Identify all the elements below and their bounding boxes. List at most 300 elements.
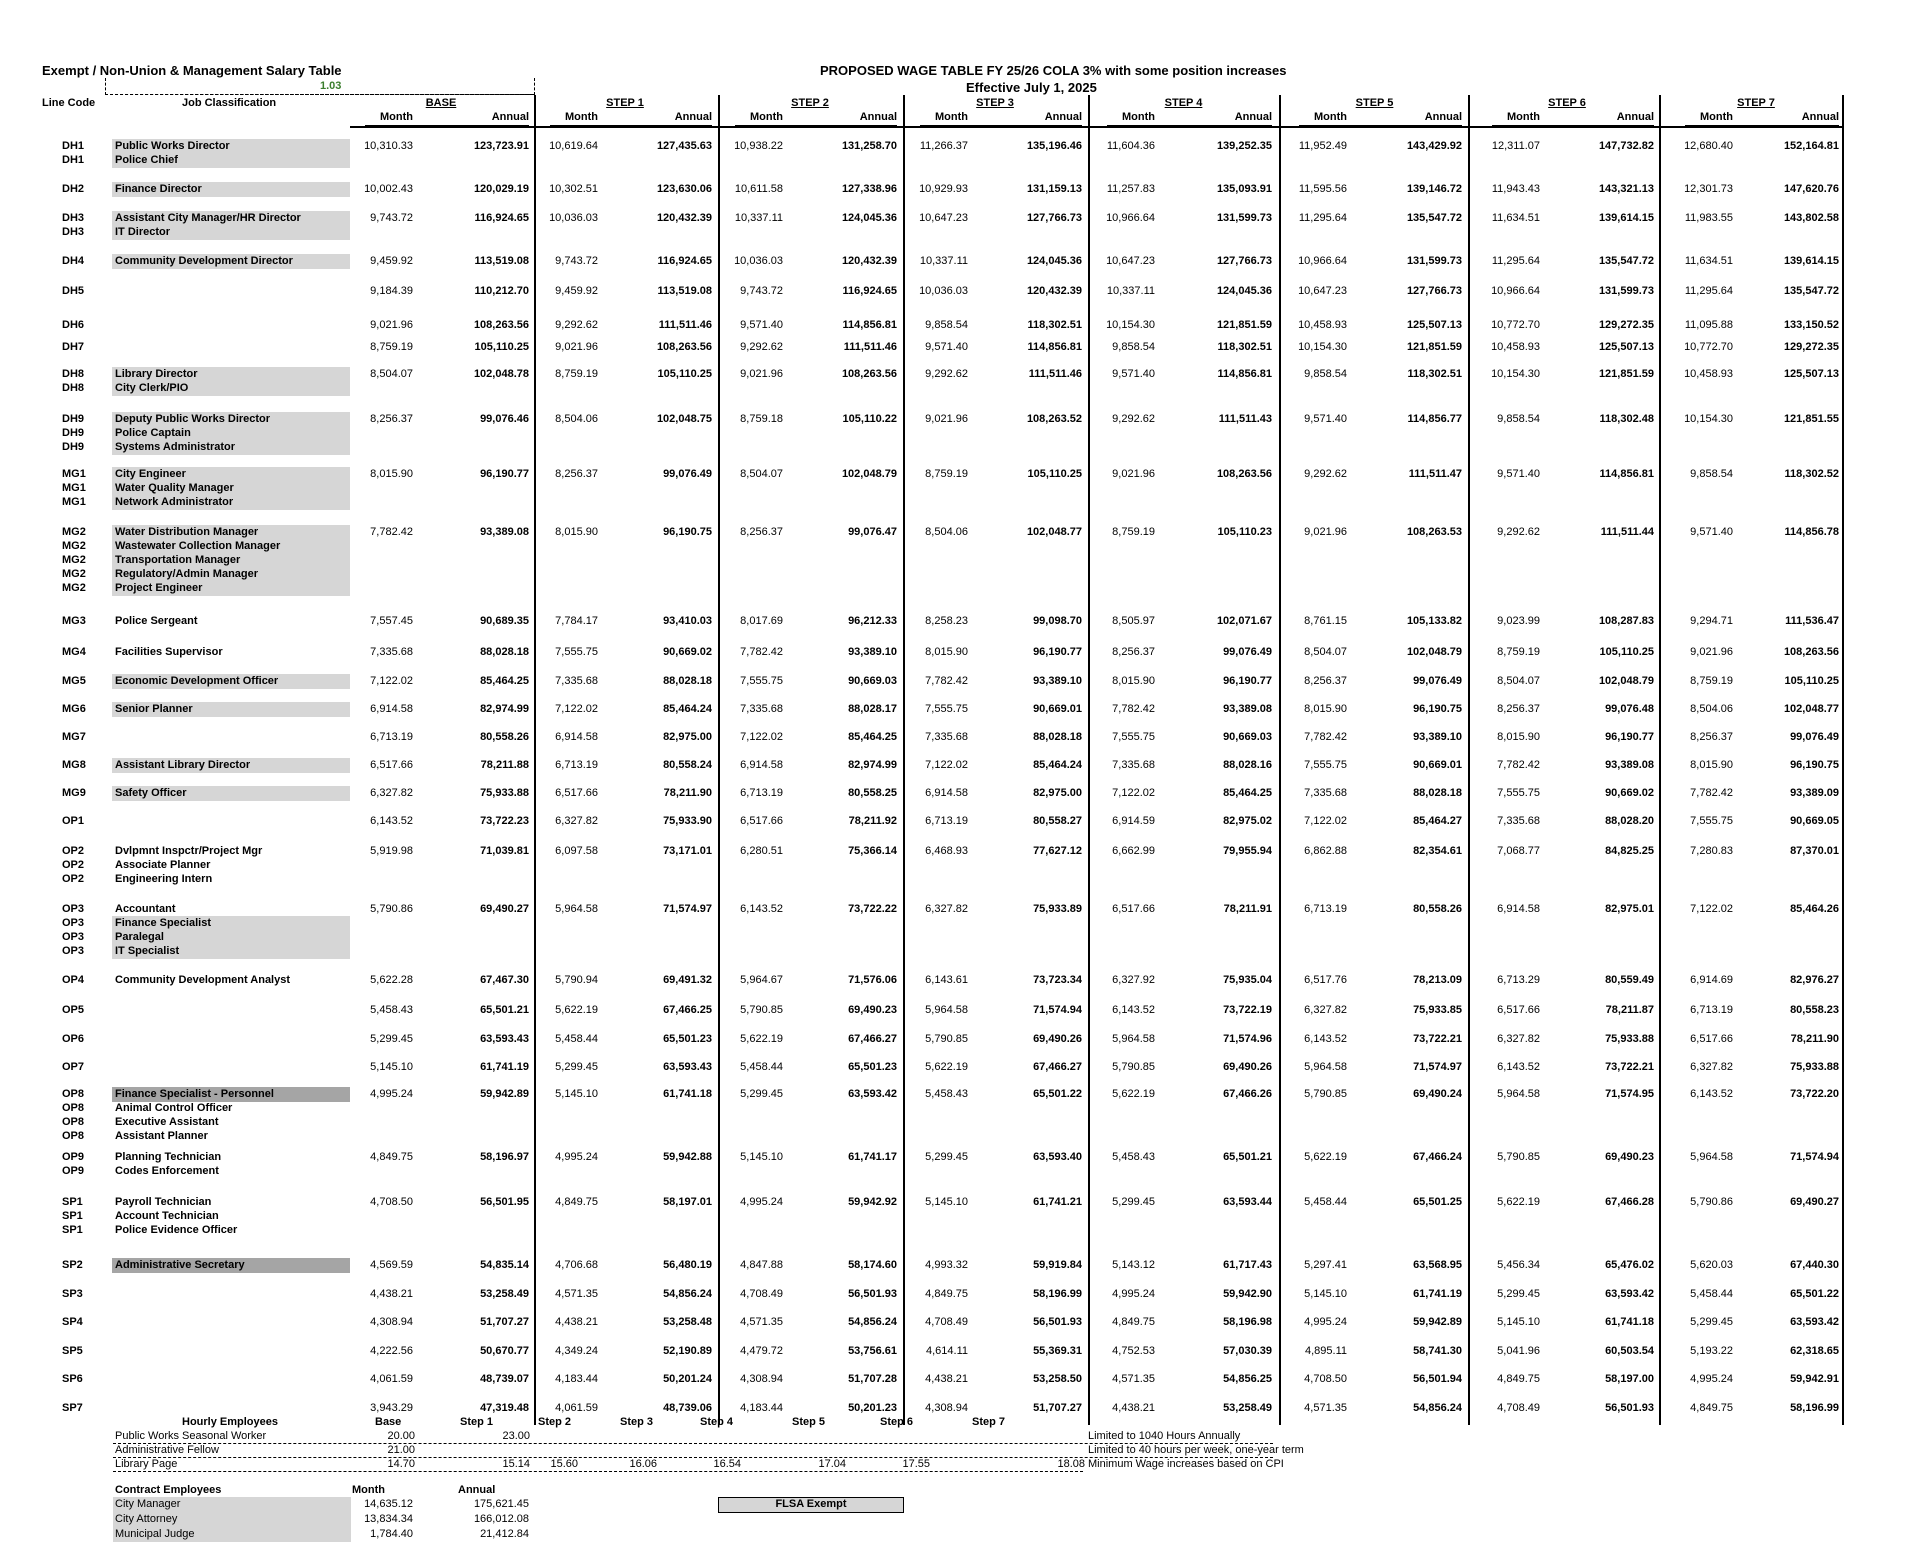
monthly-salary: 6,914.58 [740,759,783,771]
annual-salary: 129,272.35 [1598,319,1654,331]
annual-salary: 90,669.01 [1413,759,1462,771]
annual-salary: 51,707.27 [1033,1402,1082,1414]
job-title: Library Director [115,368,198,380]
flsa-exempt-label: FLSA Exempt [718,1497,904,1513]
annual-salary: 65,501.23 [848,1061,897,1073]
job-title: Assistant Planner [115,1130,208,1142]
monthly-salary: 5,964.58 [1304,1061,1347,1073]
annual-salary: 125,507.13 [1783,368,1839,380]
monthly-salary: 7,335.68 [1304,787,1347,799]
monthly-salary: 6,280.51 [740,845,783,857]
monthly-salary: 9,571.40 [1690,526,1733,538]
monthly-salary: 4,708.50 [1304,1373,1347,1385]
annual-salary: 102,048.78 [473,368,529,380]
annual-salary: 118,302.51 [1407,368,1462,380]
monthly-salary: 6,713.19 [1690,1004,1733,1016]
annual-salary: 75,933.88 [1790,1061,1839,1073]
annual-salary: 73,722.21 [1605,1061,1654,1073]
hourly-job: Public Works Seasonal Worker [115,1430,267,1442]
annual-salary: 69,490.26 [1223,1061,1272,1073]
annual-salary: 71,576.06 [848,974,897,986]
monthly-salary: 4,849.75 [1690,1402,1733,1414]
monthly-salary: 10,154.30 [1298,341,1347,353]
monthly-salary: 11,943.43 [1491,183,1540,195]
annual-salary: 121,851.55 [1783,413,1839,425]
line-code: MG2 [62,582,86,594]
hourly-header: Step 2 [538,1416,572,1428]
annual-salary: 67,466.26 [1223,1088,1272,1100]
line-code: MG9 [62,787,86,799]
line-code: OP3 [62,931,85,943]
line-code: DH8 [62,368,85,380]
annual-salary: 58,197.00 [1605,1373,1654,1385]
annual-salary: 90,669.03 [848,675,897,687]
contract-annual: 175,621.45 [473,1498,529,1510]
monthly-salary: 4,895.11 [1304,1345,1347,1357]
annual-salary: 135,547.72 [1406,212,1462,224]
annual-salary: 147,620.76 [1783,183,1839,195]
annual-salary: 50,201.23 [848,1402,897,1414]
monthly-salary: 11,295.64 [1298,212,1347,224]
monthly-salary: 7,555.75 [1497,787,1540,799]
job-title: Codes Enforcement [115,1165,219,1177]
table-title-left: Exempt / Non-Union & Management Salary Table [42,63,342,78]
annual-salary: 93,389.10 [1033,675,1082,687]
annual-salary: 63,593.44 [1223,1196,1272,1208]
line-code: MG5 [62,675,86,687]
annual-salary: 75,933.89 [1033,903,1082,915]
annual-salary: 53,258.50 [1033,1373,1082,1385]
monthly-salary: 5,145.10 [1497,1316,1540,1328]
job-title: Paralegal [115,931,164,943]
annual-salary: 75,935.04 [1223,974,1272,986]
monthly-salary: 9,743.72 [740,285,783,297]
monthly-salary: 6,517.66 [1112,903,1155,915]
hourly-note: Limited to 40 hours per week, one-year term [1088,1444,1304,1456]
annual-salary: 56,501.94 [1413,1373,1462,1385]
job-title: IT Director [115,226,171,238]
monthly-salary: 8,015.90 [1112,675,1155,687]
job-title: Project Engineer [115,582,203,594]
monthly-salary: 7,784.17 [555,615,598,627]
annual-salary: 135,196.46 [1026,140,1082,152]
annual-salary: 69,490.23 [1605,1151,1654,1163]
monthly-salary: 4,849.75 [925,1288,968,1300]
hourly-rate: 15.14 [502,1458,530,1470]
annual-salary: 82,975.02 [1223,815,1272,827]
job-title: Finance Director [115,183,202,195]
annual-salary: 65,501.21 [480,1004,529,1016]
job-title: Community Development Director [115,255,293,267]
monthly-salary: 10,966.64 [1491,285,1540,297]
annual-salary: 53,258.48 [663,1316,712,1328]
monthly-salary: 6,517.76 [1304,974,1347,986]
annual-salary: 139,146.72 [1406,183,1462,195]
monthly-salary: 5,299.45 [1497,1288,1540,1300]
monthly-salary: 7,335.68 [555,675,598,687]
step-header: STEP 5 [1355,97,1394,109]
monthly-salary: 8,256.37 [555,468,598,480]
line-code: OP3 [62,945,85,957]
hourly-rate: 17.04 [818,1458,846,1470]
annual-salary: 108,263.53 [1406,526,1462,538]
annual-salary: 82,974.99 [848,759,897,771]
annual-salary: 75,933.90 [663,815,712,827]
hourly-rate: 23.00 [502,1430,530,1442]
monthly-salary: 4,849.75 [1497,1373,1540,1385]
annual-salary: 73,722.19 [1223,1004,1272,1016]
job-title: Payroll Technician [115,1196,212,1208]
monthly-salary: 7,782.42 [1112,703,1155,715]
annual-salary: 54,856.24 [663,1288,712,1300]
monthly-salary: 5,458.44 [1304,1196,1347,1208]
annual-salary: 93,389.09 [1790,787,1839,799]
annual-salary: 105,110.25 [1784,675,1839,687]
line-code: MG4 [62,646,86,658]
monthly-salary: 10,647.23 [1106,255,1155,267]
annual-salary: 118,302.51 [1027,319,1082,331]
annual-salary: 71,574.95 [1605,1088,1654,1100]
job-title: Wastewater Collection Manager [115,540,281,552]
job-title: Senior Planner [115,703,193,715]
job-title: Finance Specialist - Personnel [115,1088,274,1100]
monthly-salary: 9,743.72 [555,255,598,267]
monthly-salary: 4,708.49 [1497,1402,1540,1414]
annual-header: Annual [1616,111,1654,123]
monthly-salary: 4,995.24 [1112,1288,1155,1300]
monthly-salary: 10,647.23 [1298,285,1347,297]
monthly-salary: 10,619.64 [549,140,598,152]
monthly-salary: 5,458.43 [925,1088,968,1100]
monthly-salary: 9,858.54 [1112,341,1155,353]
monthly-salary: 9,292.62 [925,368,968,380]
annual-salary: 59,942.90 [1223,1288,1272,1300]
annual-salary: 56,501.93 [848,1288,897,1300]
annual-salary: 111,511.46 [843,341,897,353]
contract-annual: 21,412.84 [480,1528,529,1540]
monthly-salary: 6,713.19 [1304,903,1347,915]
monthly-salary: 5,622.19 [740,1033,783,1045]
annual-salary: 105,110.22 [842,413,897,425]
line-code: OP2 [62,845,85,857]
hourly-row-rule [113,1471,1083,1472]
annual-salary: 82,974.99 [480,703,529,715]
monthly-salary: 10,458.93 [1684,368,1733,380]
monthly-salary: 6,327.82 [1304,1004,1347,1016]
line-code: OP4 [62,974,85,986]
annual-salary: 58,197.01 [663,1196,712,1208]
annual-salary: 54,856.24 [848,1316,897,1328]
monthly-salary: 7,782.42 [740,646,783,658]
annual-salary: 105,110.25 [657,368,712,380]
monthly-salary: 4,752.53 [1112,1345,1155,1357]
annual-salary: 93,389.10 [1413,731,1462,743]
month-header: Month [750,111,783,123]
monthly-salary: 5,458.44 [1690,1288,1733,1300]
monthly-salary: 4,183.44 [740,1402,783,1414]
annual-salary: 59,942.89 [1413,1316,1462,1328]
monthly-salary: 8,015.90 [1690,759,1733,771]
monthly-salary: 9,858.54 [1497,413,1540,425]
monthly-salary: 10,337.11 [734,212,783,224]
monthly-salary: 9,021.96 [740,368,783,380]
annual-salary: 99,076.49 [663,468,712,480]
monthly-salary: 6,914.58 [925,787,968,799]
monthly-salary: 5,145.10 [740,1151,783,1163]
annual-salary: 61,717.43 [1223,1259,1272,1271]
monthly-salary: 4,308.94 [740,1373,783,1385]
line-code: OP3 [62,903,85,915]
annual-salary: 93,389.08 [1223,703,1272,715]
hourly-rate: 17.55 [902,1458,930,1470]
monthly-salary: 9,292.62 [740,341,783,353]
annual-salary: 93,389.10 [848,646,897,658]
contract-header-month: Month [352,1484,385,1496]
annual-salary: 77,627.12 [1033,845,1082,857]
monthly-salary: 11,634.51 [1684,255,1733,267]
monthly-salary: 7,782.42 [370,526,413,538]
monthly-salary: 6,143.61 [925,974,968,986]
annual-salary: 59,942.91 [1790,1373,1839,1385]
monthly-salary: 8,504.06 [925,526,968,538]
annual-salary: 93,410.03 [663,615,712,627]
line-code: MG8 [62,759,86,771]
monthly-salary: 5,622.19 [555,1004,598,1016]
monthly-salary: 10,036.03 [734,255,783,267]
monthly-salary: 8,015.90 [925,646,968,658]
annual-salary: 58,196.98 [1223,1316,1272,1328]
monthly-salary: 10,938.22 [734,140,783,152]
annual-salary: 59,942.92 [848,1196,897,1208]
monthly-salary: 6,517.66 [1497,1004,1540,1016]
annual-salary: 62,318.65 [1790,1345,1839,1357]
annual-salary: 125,507.13 [1598,341,1654,353]
annual-salary: 51,707.28 [848,1373,897,1385]
monthly-salary: 5,299.45 [1112,1196,1155,1208]
line-code: SP1 [62,1196,83,1208]
monthly-salary: 4,183.44 [555,1373,598,1385]
monthly-salary: 7,782.42 [1497,759,1540,771]
monthly-salary: 11,095.88 [1684,319,1733,331]
line-code: MG2 [62,554,86,566]
annual-salary: 88,028.18 [1033,731,1082,743]
line-code: DH6 [62,319,85,331]
monthly-salary: 5,790.85 [925,1033,968,1045]
job-title: Account Technician [115,1210,219,1222]
annual-salary: 127,338.96 [841,183,897,195]
monthly-salary: 4,993.32 [925,1259,968,1271]
annual-salary: 124,045.36 [1216,285,1272,297]
monthly-salary: 6,097.58 [555,845,598,857]
annual-salary: 116,924.65 [474,212,529,224]
monthly-salary: 5,790.85 [1497,1151,1540,1163]
monthly-salary: 5,145.10 [555,1088,598,1100]
step-header: STEP 3 [976,97,1014,109]
monthly-salary: 8,504.07 [370,368,413,380]
annual-salary: 102,048.79 [1598,675,1654,687]
annual-salary: 65,501.22 [1790,1288,1839,1300]
job-title: Economic Development Officer [115,675,279,687]
line-code: MG2 [62,526,86,538]
annual-salary: 99,076.49 [1413,675,1462,687]
monthly-salary: 6,914.58 [555,731,598,743]
monthly-salary: 5,458.44 [555,1033,598,1045]
annual-salary: 111,511.46 [1028,368,1082,380]
monthly-salary: 6,713.29 [1497,974,1540,986]
annual-salary: 80,558.26 [480,731,529,743]
line-code: SP2 [62,1259,83,1271]
monthly-salary: 8,017.69 [740,615,783,627]
monthly-salary: 5,790.94 [555,974,598,986]
monthly-salary: 4,847.88 [740,1259,783,1271]
annual-salary: 67,466.24 [1413,1151,1462,1163]
job-title: Community Development Analyst [115,974,291,986]
monthly-salary: 9,021.96 [1112,468,1155,480]
annual-salary: 82,975.01 [1605,903,1654,915]
line-code: OP2 [62,859,85,871]
monthly-salary: 5,458.44 [740,1061,783,1073]
annual-salary: 96,190.77 [480,468,529,480]
monthly-salary: 8,258.23 [925,615,968,627]
monthly-salary: 4,849.75 [1112,1316,1155,1328]
annual-salary: 102,048.77 [1783,703,1839,715]
annual-salary: 85,464.24 [663,703,712,715]
monthly-salary: 7,335.68 [925,731,968,743]
monthly-salary: 6,713.19 [925,815,968,827]
monthly-salary: 9,184.39 [370,285,413,297]
line-code: DH9 [62,413,85,425]
monthly-salary: 6,662.99 [1112,845,1155,857]
monthly-salary: 8,015.90 [1304,703,1347,715]
line-code: DH8 [62,382,85,394]
monthly-salary: 5,790.86 [1690,1196,1733,1208]
monthly-salary: 7,555.75 [925,703,968,715]
monthly-salary: 7,122.02 [740,731,783,743]
monthly-salary: 4,708.49 [740,1288,783,1300]
monthly-salary: 6,143.52 [370,815,413,827]
job-title: City Clerk/PIO [115,382,189,394]
month-header: Month [1314,111,1347,123]
hourly-job: Administrative Fellow [115,1444,219,1456]
annual-salary: 105,110.25 [1599,646,1654,658]
monthly-salary: 9,858.54 [925,319,968,331]
monthly-salary: 5,622.28 [370,974,413,986]
annual-salary: 116,924.65 [657,255,712,267]
annual-salary: 57,030.39 [1223,1345,1272,1357]
job-title: Assistant Library Director [115,759,251,771]
annual-salary: 114,856.81 [1027,341,1082,353]
annual-salary: 69,490.27 [480,903,529,915]
monthly-salary: 11,295.64 [1684,285,1733,297]
monthly-salary: 6,327.82 [1497,1033,1540,1045]
monthly-salary: 5,299.45 [925,1151,968,1163]
line-code: MG1 [62,468,86,480]
monthly-salary: 5,964.58 [1497,1088,1540,1100]
annual-salary: 78,211.91 [1223,903,1272,915]
annual-salary: 67,467.30 [480,974,529,986]
job-title: Engineering Intern [115,873,213,885]
annual-salary: 71,574.94 [1033,1004,1082,1016]
annual-salary: 85,464.24 [1033,759,1082,771]
annual-header: Annual [1424,111,1462,123]
table-title-center: PROPOSED WAGE TABLE FY 25/26 COLA 3% with some position increases [820,63,1287,78]
annual-salary: 120,432.39 [656,212,712,224]
monthly-salary: 8,759.19 [1690,675,1733,687]
monthly-salary: 5,456.34 [1497,1259,1540,1271]
annual-salary: 114,856.81 [1217,368,1272,380]
line-code: SP3 [62,1288,83,1300]
annual-salary: 102,071.67 [1216,615,1272,627]
annual-salary: 108,263.56 [473,319,529,331]
annual-salary: 80,559.49 [1605,974,1654,986]
annual-salary: 61,741.17 [848,1151,897,1163]
monthly-salary: 6,468.93 [925,845,968,857]
line-code: MG7 [62,731,86,743]
monthly-salary: 5,790.86 [370,903,413,915]
annual-salary: 87,370.01 [1790,845,1839,857]
monthly-salary: 6,914.69 [1690,974,1733,986]
monthly-salary: 7,335.68 [370,646,413,658]
monthly-salary: 9,858.54 [1304,368,1347,380]
monthly-salary: 8,015.90 [555,526,598,538]
annual-salary: 124,045.36 [1026,255,1082,267]
annual-salary: 85,464.25 [480,675,529,687]
line-code: SP4 [62,1316,83,1328]
monthly-salary: 10,458.93 [1298,319,1347,331]
annual-salary: 85,464.25 [1223,787,1272,799]
annual-salary: 63,593.42 [848,1088,897,1100]
monthly-salary: 6,517.66 [740,815,783,827]
monthly-salary: 5,193.22 [1690,1345,1733,1357]
annual-header: Annual [1234,111,1272,123]
monthly-salary: 10,966.64 [1106,212,1155,224]
monthly-salary: 10,772.70 [1491,319,1540,331]
job-title: Police Sergeant [115,615,198,627]
annual-salary: 120,432.39 [1026,285,1082,297]
monthly-salary: 8,759.19 [1112,526,1155,538]
annual-salary: 65,501.23 [663,1033,712,1045]
monthly-salary: 11,604.36 [1106,140,1155,152]
annual-salary: 47,319.48 [480,1402,529,1414]
annual-salary: 56,501.95 [480,1196,529,1208]
hourly-rate: 21.00 [387,1444,415,1456]
hourly-header: Step 6 [880,1416,914,1428]
annual-salary: 69,490.27 [1790,1196,1839,1208]
month-header: Month [1700,111,1733,123]
monthly-salary: 4,061.59 [555,1402,598,1414]
monthly-salary: 9,292.62 [555,319,598,331]
annual-salary: 118,302.52 [1784,468,1839,480]
contract-month: 13,834.34 [364,1513,413,1525]
monthly-salary: 10,036.03 [549,212,598,224]
annual-salary: 102,048.79 [841,468,897,480]
line-code: DH9 [62,427,85,439]
contract-annual: 166,012.08 [473,1513,529,1525]
annual-salary: 90,669.02 [1605,787,1654,799]
monthly-salary: 5,964.67 [740,974,783,986]
month-header: Month [1122,111,1155,123]
annual-salary: 88,028.17 [848,703,897,715]
monthly-salary: 8,759.19 [370,341,413,353]
monthly-salary: 10,458.93 [1491,341,1540,353]
hourly-header: Step 1 [460,1416,494,1428]
annual-salary: 133,150.52 [1783,319,1839,331]
line-code: OP8 [62,1088,85,1100]
annual-salary: 69,490.24 [1413,1088,1462,1100]
monthly-salary: 4,995.24 [1304,1316,1347,1328]
monthly-salary: 4,706.68 [555,1259,598,1271]
monthly-salary: 5,299.45 [370,1033,413,1045]
